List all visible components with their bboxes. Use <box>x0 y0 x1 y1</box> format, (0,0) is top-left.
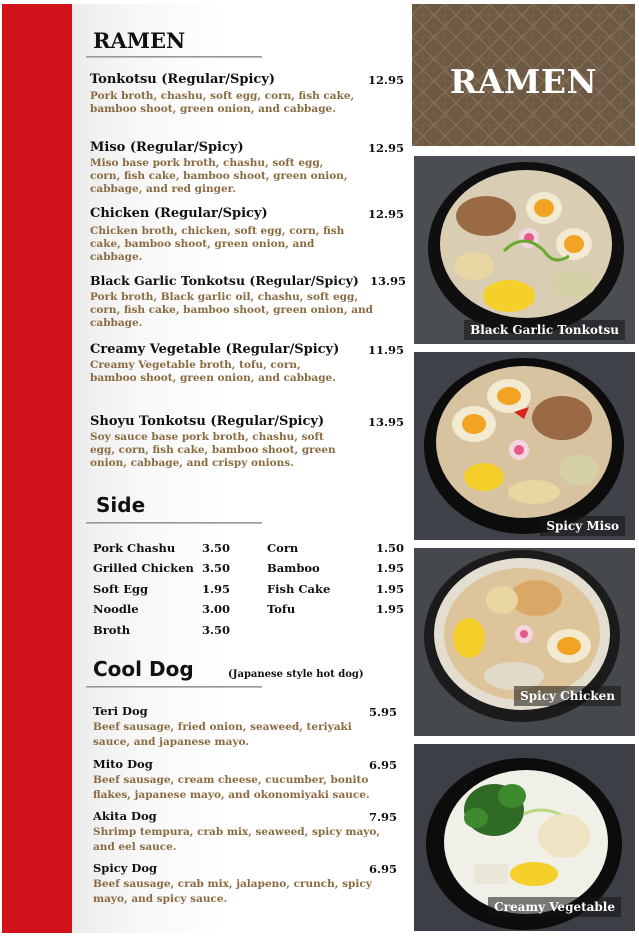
photo-caption: Black Garlic Tonkotsu <box>464 320 625 340</box>
ramen-item-name: Chicken (Regular/Spicy) <box>90 206 268 221</box>
cool-dog-item-desc: Beef sausage, fried onion, seaweed, teriyaki sauce, and japanese mayo. <box>93 721 352 748</box>
ramen-photo <box>414 548 635 736</box>
ramen-item-price: 12.95 <box>368 207 405 221</box>
ramen-item-price: 11.95 <box>368 343 405 357</box>
ramen-item-name: Tonkotsu (Regular/Spicy) <box>90 72 276 87</box>
ramen-item-price: 13.95 <box>368 415 405 429</box>
ramen-item-desc: Pork broth, Black garlic oil, chashu, soft egg, corn, fish cake, bamboo shoot, green onion, and cabbage. <box>90 291 374 329</box>
ramen-item-name: Shoyu Tonkotsu (Regular/Spicy) <box>90 414 325 429</box>
ramen-bowl-image <box>414 548 635 736</box>
cool-dog-item-desc: Beef sausage, crab mix, jalapeno, crunch, spicy mayo, and spicy sauce. <box>93 878 372 905</box>
photo-caption: Spicy Chicken <box>514 686 621 706</box>
side-item-name: Soft Egg <box>93 582 149 596</box>
side-item-price: 1.95 <box>376 602 405 616</box>
red-side-bar <box>2 4 72 933</box>
ramen-item-desc: Pork broth, chashu, soft egg, corn, fish cake, bamboo shoot, green onion, and cabbage. <box>90 90 355 115</box>
cool-dog-heading: Cool Dog <box>93 657 194 681</box>
side-item-name: Tofu <box>267 602 296 616</box>
photo-caption: Creamy Vegetable <box>488 897 621 917</box>
side-item-price: 3.50 <box>202 541 231 555</box>
ramen-bowl-image <box>414 352 635 540</box>
ramen-item-price: 12.95 <box>368 73 405 87</box>
side-item-name: Broth <box>93 623 131 637</box>
side-heading: Side <box>96 493 146 517</box>
side-item-price: 1.50 <box>376 541 405 555</box>
side-item-name: Pork Chashu <box>93 541 176 555</box>
cool-dog-item-name: Akita Dog <box>93 809 157 823</box>
ramen-photo <box>414 156 635 344</box>
banner-title: RAMEN <box>449 62 598 101</box>
ramen-item-price: 13.95 <box>370 274 407 288</box>
ramen-photo <box>414 744 635 931</box>
side-heading-divider <box>86 522 262 524</box>
side-item-name: Noodle <box>93 602 139 616</box>
cool-dog-item-price: 7.95 <box>369 810 398 824</box>
ramen-heading: RAMEN <box>93 28 186 53</box>
ramen-item-name: Black Garlic Tonkotsu (Regular/Spicy) <box>90 273 359 288</box>
cool-dog-item-desc: Beef sausage, cream cheese, cucumber, bonito flakes, japanese mayo, and okonomiyaki sauce. <box>93 774 370 801</box>
cool-dog-item-price: 5.95 <box>369 705 398 719</box>
cool-dog-item-price: 6.95 <box>369 862 398 876</box>
ramen-item-name: Miso (Regular/Spicy) <box>90 140 244 155</box>
ramen-heading-divider <box>86 56 262 58</box>
cool-dog-subheading: (Japanese style hot dog) <box>228 669 364 680</box>
side-item-price: 1.95 <box>376 582 405 596</box>
cool-dog-item-name: Teri Dog <box>93 704 148 718</box>
ramen-banner <box>412 4 635 146</box>
side-item-price: 3.50 <box>202 561 231 575</box>
ramen-item-desc: Chicken broth, chicken, soft egg, corn, fish cake, bamboo shoot, green onion, and cabbage. <box>90 225 345 263</box>
side-item-price: 3.50 <box>202 623 231 637</box>
ramen-photo <box>414 352 635 540</box>
ramen-item-name: Creamy Vegetable (Regular/Spicy) <box>90 342 340 357</box>
side-item-price: 1.95 <box>376 561 405 575</box>
side-item-name: Bamboo <box>267 561 320 575</box>
ramen-bowl-image <box>414 156 635 344</box>
photo-caption: Spicy Miso <box>540 516 625 536</box>
ramen-item-desc: Creamy Vegetable broth, tofu, corn, bamboo shoot, green onion, and cabbage. <box>90 359 336 384</box>
cool-dog-item-name: Mito Dog <box>93 757 153 771</box>
side-item-name: Fish Cake <box>267 582 331 596</box>
cool-dog-item-desc: Shrimp tempura, crab mix, seaweed, spicy mayo, and eel sauce. <box>93 826 381 853</box>
ramen-item-price: 12.95 <box>368 141 405 155</box>
side-item-price: 3.00 <box>202 602 231 616</box>
ramen-item-desc: Soy sauce base pork broth, chashu, soft egg, corn, fish cake, bamboo shoot, green onion, cabbage, and crispy onions. <box>90 431 336 469</box>
side-item-price: 1.95 <box>202 582 231 596</box>
cool-dog-item-name: Spicy Dog <box>93 861 158 875</box>
side-item-name: Corn <box>267 541 299 555</box>
side-item-name: Grilled Chicken <box>93 561 194 575</box>
cool-dog-heading-divider <box>86 686 262 688</box>
cool-dog-item-price: 6.95 <box>369 758 398 772</box>
ramen-item-desc: Miso base pork broth, chashu, soft egg, corn, fish cake, bamboo shoot, green onion, cabbage, and red ginger. <box>90 157 348 195</box>
